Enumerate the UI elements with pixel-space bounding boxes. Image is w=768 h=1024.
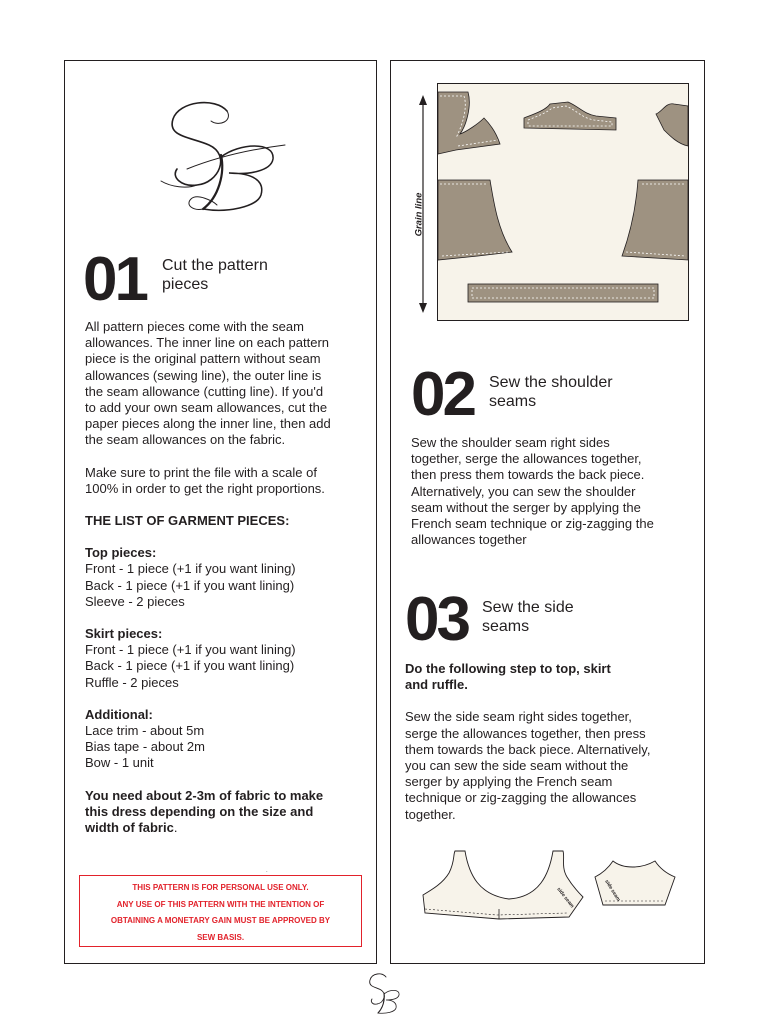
step-1-number: 01 bbox=[83, 245, 146, 314]
fabric-note-line: this dress depending on the size and bbox=[85, 803, 314, 819]
sleeve-piece bbox=[656, 104, 688, 146]
footer-logo-text: SB bbox=[266, 872, 268, 873]
step-3-body bbox=[405, 661, 695, 823]
top-pieces-list bbox=[85, 545, 370, 610]
side-seam-label: side seam bbox=[603, 878, 622, 903]
paragraph-line: Alternatively, you can sew the shoulder bbox=[411, 483, 636, 499]
notice-line: SEW BASIS. bbox=[196, 932, 245, 942]
step-2-body bbox=[411, 435, 696, 548]
paragraph-line: allowances together bbox=[411, 532, 527, 548]
paragraph-line: seam without the serger by applying the bbox=[411, 499, 641, 515]
additional-list bbox=[85, 707, 370, 772]
footer-sb-logo bbox=[266, 872, 402, 1016]
step-3-number: 03 bbox=[405, 585, 468, 654]
ruffle-piece bbox=[468, 284, 658, 302]
top-pieces-heading: Top pieces: bbox=[85, 545, 157, 561]
fabric-amount-note bbox=[85, 788, 370, 837]
paragraph-line: 100% in order to get the right proportions. bbox=[85, 480, 325, 496]
garment-list-heading: THE LIST OF GARMENT PIECES: bbox=[85, 513, 290, 529]
skirt-pieces-list bbox=[85, 626, 370, 691]
paragraph-line: Sew the side seam right sides together, bbox=[405, 709, 632, 725]
notice-line: OBTAINING A MONETARY GAIN MUST BE APPROVED BY bbox=[110, 916, 331, 925]
side-seam-label: side seam bbox=[555, 886, 576, 910]
step-1-title bbox=[162, 256, 268, 294]
paragraph-line: to add your own seam allowances, cut the bbox=[85, 400, 328, 416]
step-1-body bbox=[85, 319, 370, 852]
paragraph-line: them towards the back piece. Alternatively, bbox=[405, 741, 651, 757]
additional-heading: Additional: bbox=[85, 706, 153, 722]
paragraph-line: French seam technique or zig-zagging the bbox=[411, 516, 654, 532]
paragraph-line: paper pieces along the inner line, then add bbox=[85, 416, 331, 432]
paragraph-line: Make sure to print the file with a scale of bbox=[85, 464, 317, 480]
step-2-number: 02 bbox=[411, 360, 474, 429]
personal-use-notice bbox=[79, 875, 362, 947]
paragraph-line: together. bbox=[405, 806, 456, 822]
step-3-title bbox=[482, 598, 574, 636]
step-2-title-line: seams bbox=[489, 393, 537, 410]
step-1-title-line: pieces bbox=[162, 276, 209, 293]
paragraph-line: serge the allowances together, then press bbox=[405, 725, 646, 741]
skirt-pieces-heading: Skirt pieces: bbox=[85, 626, 163, 642]
paragraph-line: the seam allowance (cutting line). If you'd bbox=[85, 383, 324, 399]
bodice-front-piece bbox=[438, 92, 500, 154]
grain-line-label: Grain line bbox=[413, 192, 425, 237]
fabric-note-line: You need about 2-3m of fabric to make bbox=[85, 787, 324, 803]
list-item: Bias tape - about 2m bbox=[85, 739, 205, 755]
paragraph-line: together, serge the allowances together, bbox=[411, 451, 642, 467]
paragraph-line: allowances (sewing line), the outer line is bbox=[85, 367, 322, 383]
skirt-back-piece bbox=[622, 180, 688, 260]
paragraph-line: piece is the original pattern without seam bbox=[85, 351, 321, 367]
list-item: Front - 1 piece (+1 if you want lining) bbox=[85, 561, 296, 577]
side-seam-paragraph bbox=[405, 709, 695, 822]
list-item: Back - 1 piece (+1 if you want lining) bbox=[85, 577, 295, 593]
step-3-applies-note bbox=[405, 661, 695, 693]
paragraph-line: allowances. The inner line on each pattern bbox=[85, 335, 330, 351]
list-item: Back - 1 piece (+1 if you want lining) bbox=[85, 658, 295, 674]
instructions-right-panel bbox=[390, 60, 705, 964]
bodice-front-illustration bbox=[423, 851, 583, 919]
notice-line: ANY USE OF THIS PATTERN WITH THE INTENTION OF bbox=[116, 899, 325, 909]
print-scale-paragraph bbox=[85, 465, 370, 497]
step-1-title-line: Cut the pattern bbox=[162, 257, 268, 274]
paragraph-line: serger by applying the French seam bbox=[405, 774, 613, 790]
instructions-left-panel bbox=[64, 60, 377, 964]
paragraph-line: Sew the shoulder seam right sides bbox=[411, 435, 610, 450]
side-seam-illustration bbox=[419, 847, 689, 927]
note-line: Do the following step to top, skirt bbox=[405, 661, 611, 676]
pattern-pieces bbox=[438, 84, 688, 320]
list-item: Front - 1 piece (+1 if you want lining) bbox=[85, 642, 296, 658]
sb-logo bbox=[157, 97, 287, 217]
list-item: Bow - 1 unit bbox=[85, 755, 154, 771]
notice-line: THIS PATTERN IS FOR PERSONAL USE ONLY. bbox=[132, 883, 309, 892]
step-3-title-line: seams bbox=[482, 618, 530, 635]
step-2-title bbox=[489, 373, 613, 411]
list-item: Ruffle - 2 pieces bbox=[85, 674, 179, 690]
pattern-layout-illustration bbox=[437, 83, 689, 321]
paragraph-line: then press them towards the back piece. bbox=[411, 467, 645, 483]
paragraph-line: the seam allowances on the fabric. bbox=[85, 432, 286, 448]
fabric-note-line: width of fabric bbox=[85, 820, 174, 836]
paragraph-line: you can sew the side seam without the bbox=[405, 758, 629, 774]
list-item: Lace trim - about 5m bbox=[85, 723, 205, 739]
fabric-note-period: . bbox=[173, 820, 178, 836]
paragraph-line: All pattern pieces come with the seam bbox=[85, 319, 304, 334]
note-line: and ruffle. bbox=[405, 677, 468, 693]
paragraph-line: technique or zig-zagging the allowances bbox=[405, 790, 637, 806]
skirt-front-piece bbox=[438, 180, 512, 260]
list-item: Sleeve - 2 pieces bbox=[85, 593, 185, 609]
step-3-title-line: Sew the side bbox=[482, 599, 574, 616]
step-2-title-line: Sew the shoulder bbox=[489, 374, 613, 391]
seam-allowance-paragraph bbox=[85, 319, 370, 449]
